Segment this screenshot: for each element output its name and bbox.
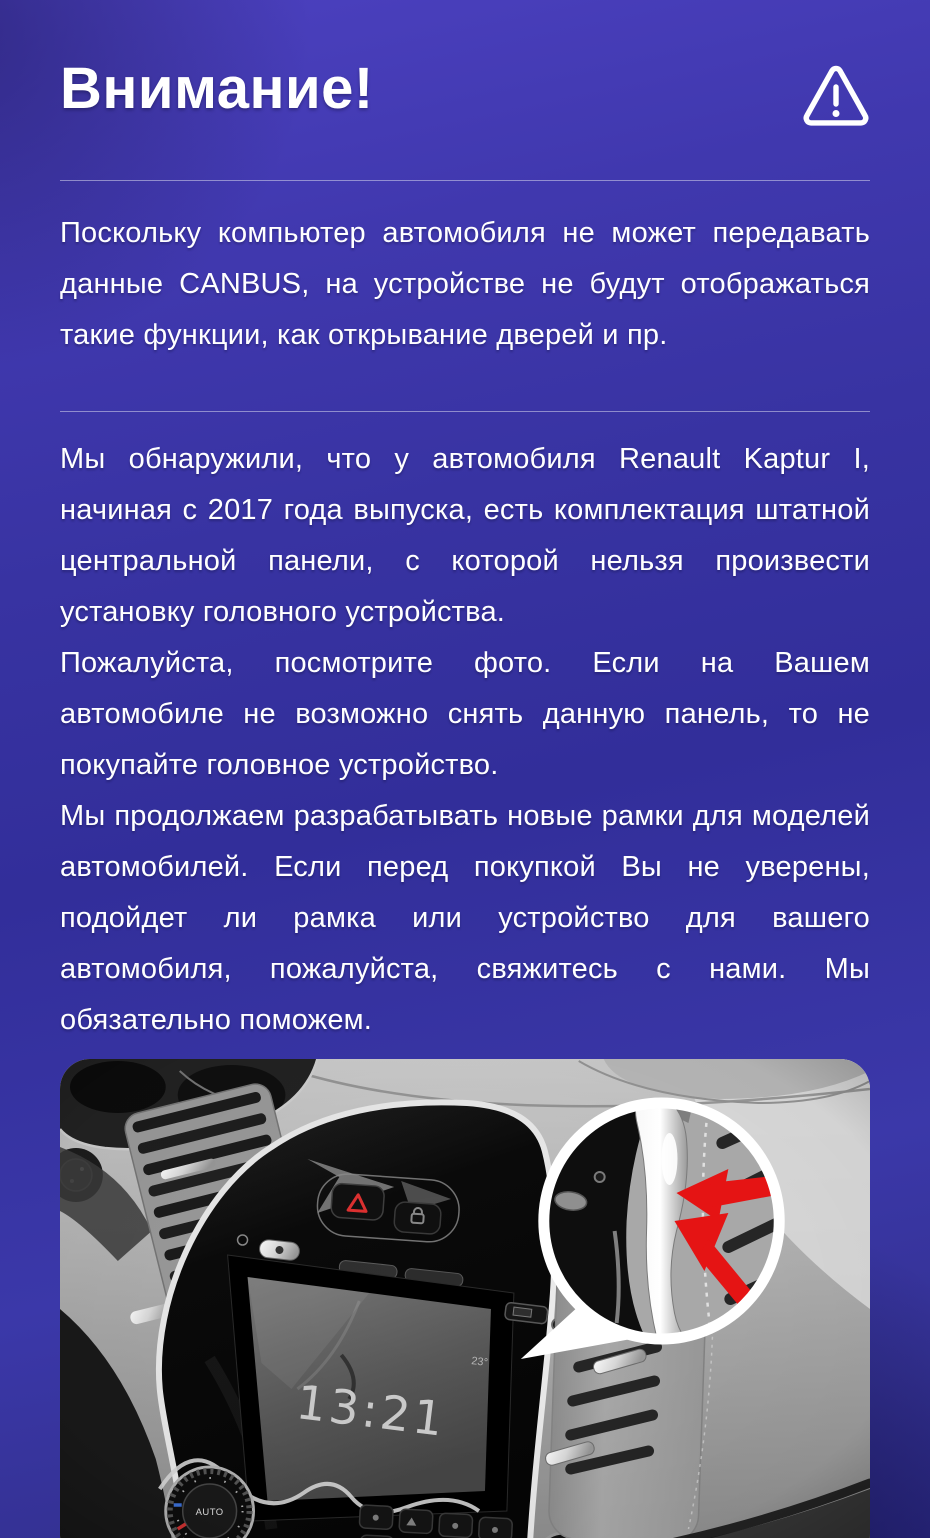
header: [60, 0, 870, 130]
divider: [60, 180, 870, 181]
dashboard-photo: [60, 1059, 870, 1538]
canbus-note: Поскольку компьютер автомобиля не может передавать данные CANBUS, на устройстве не будут отображаться такие функции, как открывание дверей и пр.: [60, 217, 870, 351]
dashboard-photo-art: [60, 1059, 870, 1538]
details-block: [60, 434, 870, 1046]
page-title: Внимание!: [60, 56, 374, 121]
divider: [60, 411, 870, 412]
kaptur-note: Мы обнаружили, что у автомобиля Renault Kaptur I, начиная с 2017 года выпуска, есть комплектация штатной центральной панели, с которой нельзя произвести установку головного устройства.: [60, 443, 870, 628]
photo-note: Пожалуйста, посмотрите фото. Если на Вашем автомобиле не возможно снять данную панель, то не покупайте головное устройство.: [60, 647, 870, 781]
frames-note: Мы продолжаем разрабатывать новые рамки для моделей автомобилей. Если перед покупкой Вы не уверены, подойдет ли рамка или устройство для вашего автомобиля, пожалуйста, свяжитесь с нами. Мы обязательно поможем.: [60, 800, 870, 1036]
warning-triangle-icon: [802, 62, 870, 130]
